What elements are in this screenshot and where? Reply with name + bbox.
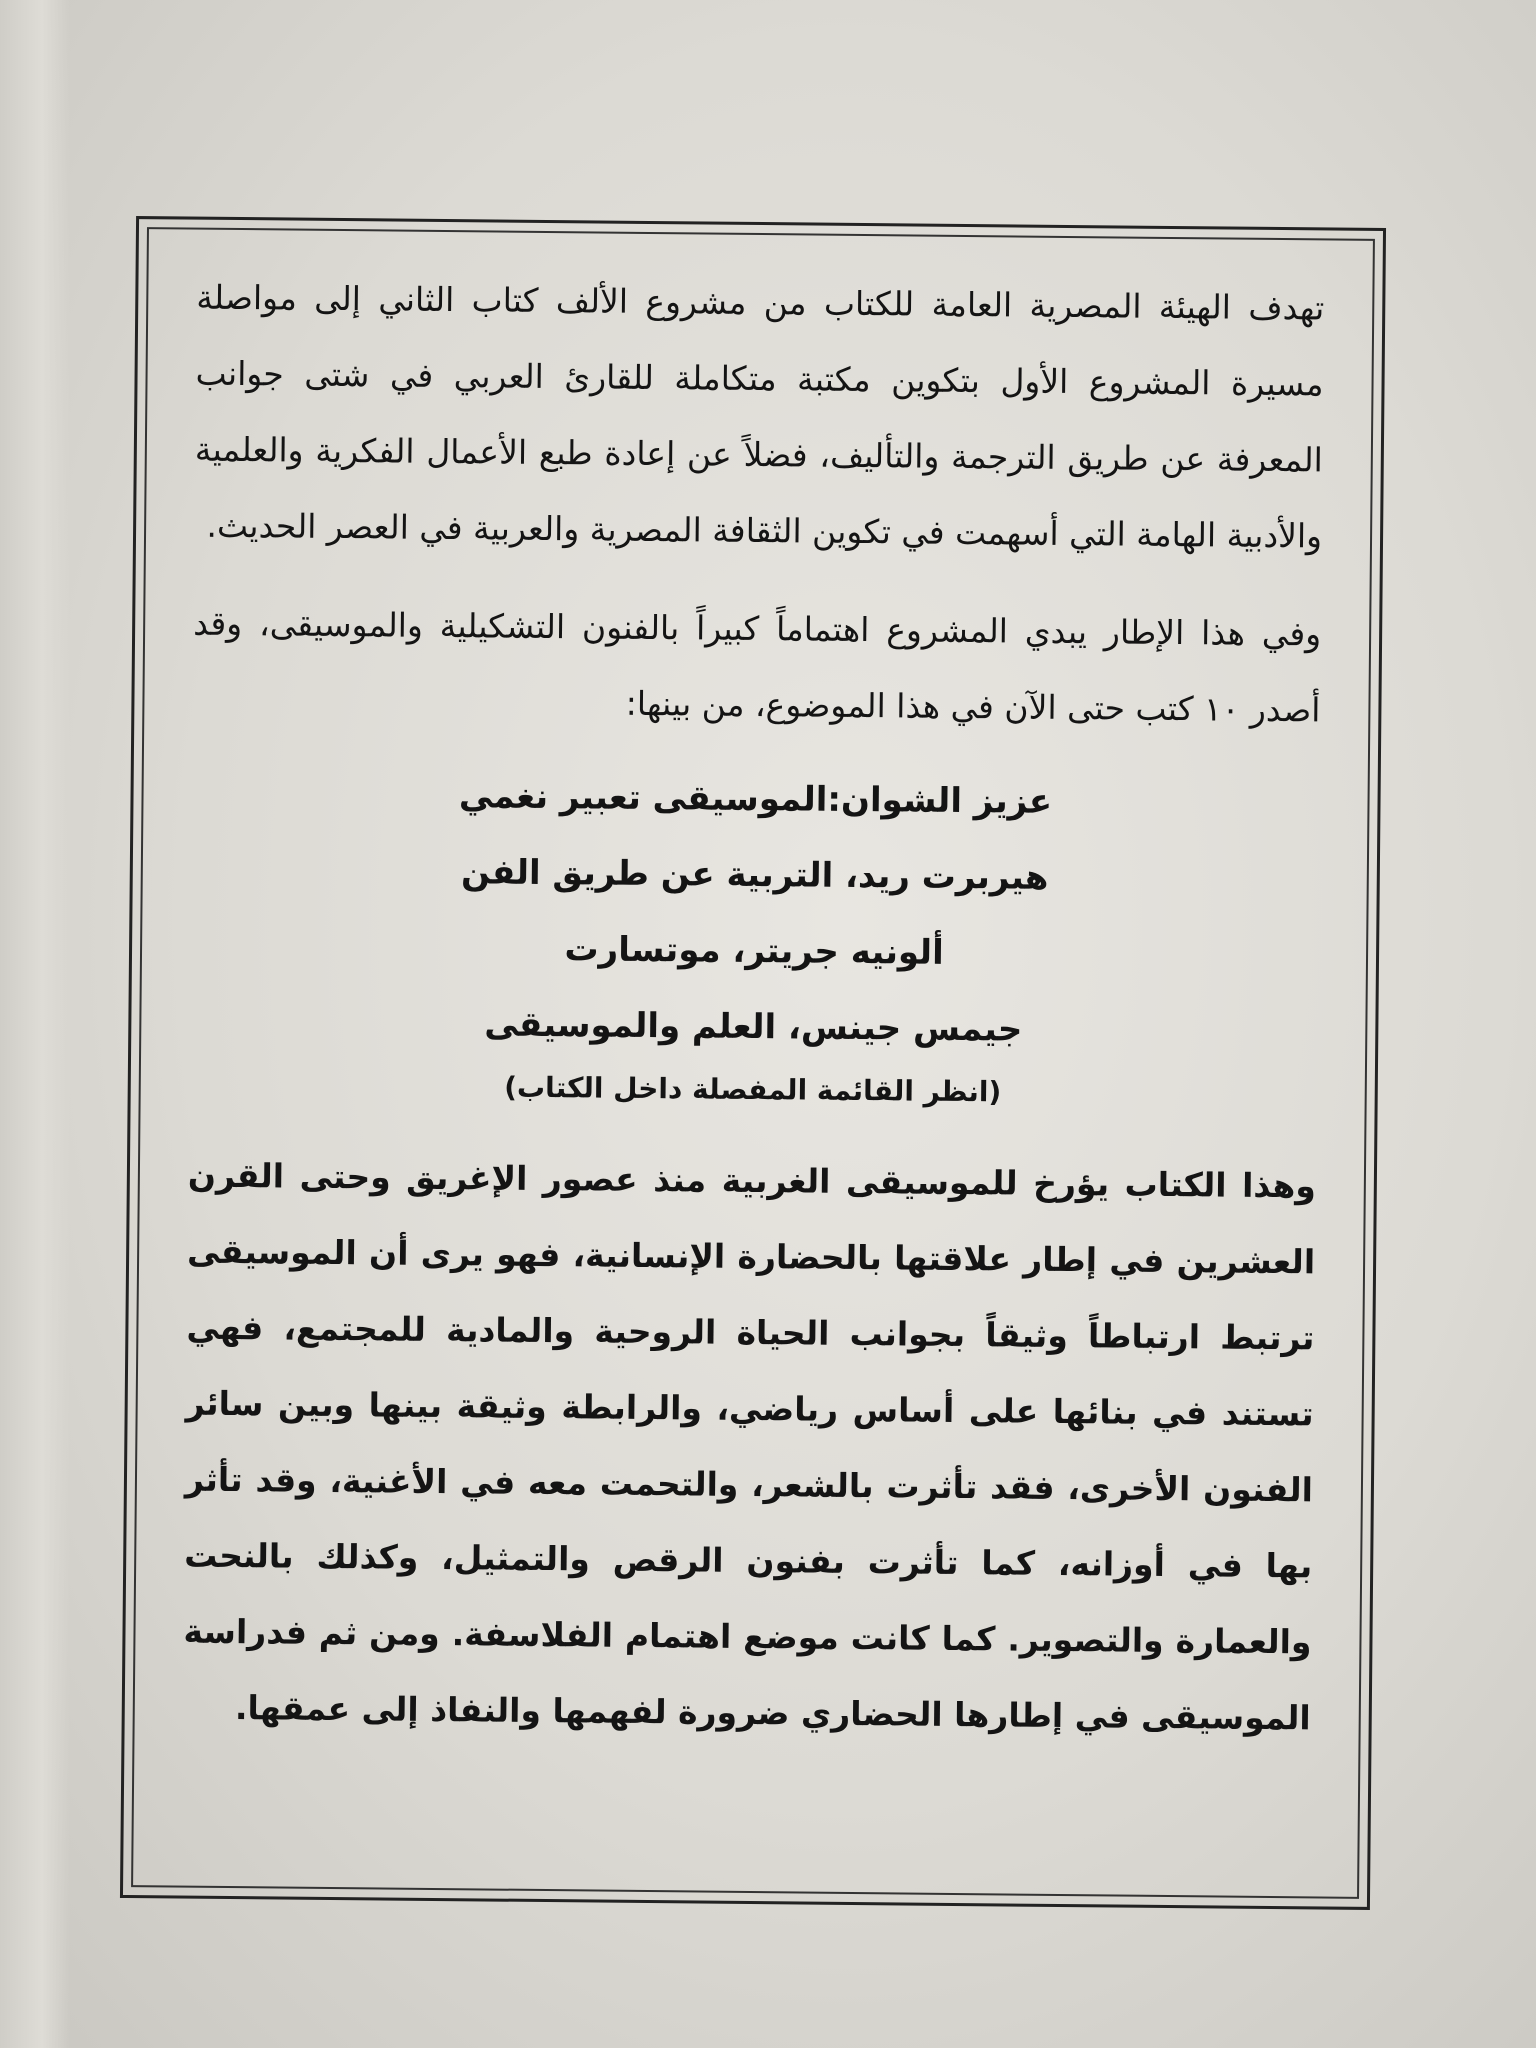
outer-border-frame	[120, 216, 1386, 1910]
intro-paragraph: تهدف الهيئة المصرية العامة للكتاب من مشروع الألف كتاب الثاني إلى مواصلة مسيرة المشروع الأول بتكوين مكتبة متكاملة للقارئ العربي في شتى جوانب المعرفة عن طريق الترجمة والتأليف، فضلاً عن إعادة طبع الأعمال الفكرية والعلمية والأدبية الهامة التي أسهمت في تكوين الثقافة المصرية والعربية في العصر الحديث.	[194, 277, 1325, 556]
book-item: ألونيه جريتر، موتسارت	[564, 929, 944, 973]
book-item: عزيز الشوان:الموسيقى تعبير نغمي	[458, 776, 1053, 822]
page-edge	[0, 0, 70, 2048]
book-list	[189, 756, 1320, 1071]
body-paragraph: وهذا الكتاب يؤرخ للموسيقى الغربية منذ عصور الإغريق وحتى القرن العشرين في إطار علاقتها بالحضارة الإنسانية، فهو يرى أن الموسيقى ترتبط ارتباطاً وثيقاً بجوانب الحياة الروحية والمادية للمجتمع، فهي تستند في بنائها على أساس رياضي، والرابطة وثيقة بينها وبين سائر الفنون الأخرى، فقد تأثرت بالشعر، والتحمت معه في الأغنية، وقد تأثر بها في أوزانه، كما تأثرت بفنون الرقص والتمثيل، وكذلك بالنحت والعمارة والتصوير. كما كانت موضع اهتمام الفلاسفة. ومن ثم فدراسة الموسيقى في إطارها الحضاري ضرورة لفهمها والنفاذ إلى عمقها.	[183, 1155, 1317, 1738]
inner-border-frame	[131, 227, 1375, 1899]
book-item: جيمس جينس، العلم والموسيقى	[484, 1004, 1023, 1050]
book-item: هيربرت ريد، التربية عن طريق الفن	[460, 852, 1049, 898]
list-note: (انظر القائمة المفصلة داخل الكتاب)	[504, 1070, 1002, 1109]
lead-paragraph: وفي هذا الإطار يبدي المشروع اهتماماً كبيراً بالفنون التشكيلية والموسيقى، وقد أصدر ١٠ كتب حتى الآن في هذا الموضوع، من بينها:	[193, 603, 1322, 730]
